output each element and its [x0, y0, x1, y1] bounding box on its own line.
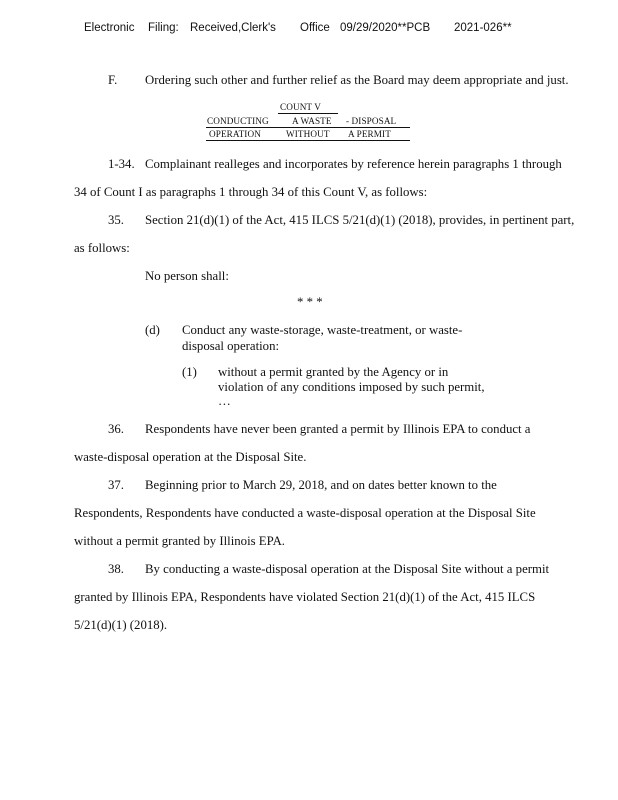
header-case: 2021-026**: [454, 22, 512, 34]
count-heading-rule-2: [206, 127, 410, 128]
para-1-34-number: 1-34.: [108, 157, 135, 171]
para-37-line3: without a permit granted by Illinois EPA.: [74, 534, 286, 548]
para-37-line2: Respondents, Respondents have conducted a waste-disposal operation at the Disposal Site: [74, 506, 536, 520]
header-office: Office: [300, 22, 330, 34]
quote-1-line3: …: [218, 394, 231, 408]
quote-1-line2: violation of any conditions imposed by such permit,: [218, 380, 485, 394]
item-f-text: Ordering such other and further relief as the Board may deem appropriate and just.: [145, 73, 569, 87]
count-heading-disposal: - DISPOSAL: [346, 116, 397, 126]
para-37-number: 37.: [108, 478, 124, 492]
count-heading-without: WITHOUT: [286, 129, 330, 139]
para-1-34-line2: 34 of Count I as paragraphs 1 through 34 of this Count V, as follows:: [74, 185, 428, 199]
quote-1-label: (1): [182, 365, 197, 379]
para-38-line1: By conducting a waste-disposal operation at the Disposal Site without a permit: [145, 562, 550, 576]
count-heading-waste: A WASTE: [292, 116, 332, 126]
para-37-line1: Beginning prior to March 29, 2018, and on dates better known to the: [145, 478, 497, 492]
count-heading-permit: A PERMIT: [348, 129, 391, 139]
header-date: 09/29/2020**PCB: [340, 22, 431, 34]
para-36-line1: Respondents have never been granted a permit by Illinois EPA to conduct a: [145, 422, 531, 436]
count-heading-line1: COUNT V: [280, 102, 321, 112]
para-38-line3: 5/21(d)(1) (2018).: [74, 618, 168, 632]
quote-d-label: (d): [145, 323, 160, 337]
para-35-line1: Section 21(d)(1) of the Act, 415 ILCS 5/21(d)(1) (2018), provides, in pertinent part,: [145, 213, 575, 227]
count-heading-conducting: CONDUCTING: [207, 116, 269, 126]
quote-d-line2: disposal operation:: [182, 339, 280, 353]
para-36-line2: waste-disposal operation at the Disposal Site.: [74, 450, 307, 464]
para-35-line2: as follows:: [74, 241, 130, 255]
quote-stars: * * *: [297, 295, 323, 309]
count-heading-rule-1: [278, 113, 338, 114]
count-heading-rule-3: [206, 140, 410, 141]
quote-d-line1: Conduct any waste-storage, waste-treatment, or waste-: [182, 323, 463, 337]
para-38-line2: granted by Illinois EPA, Respondents have violated Section 21(d)(1) of the Act, 415 ILCS: [74, 590, 536, 604]
header-received: Received,Clerk's: [190, 22, 276, 34]
header-electronic: Electronic: [84, 22, 135, 34]
item-f-letter: F.: [108, 73, 118, 87]
para-38-number: 38.: [108, 562, 124, 576]
quote-1-line1: without a permit granted by the Agency or in: [218, 365, 449, 379]
para-35-number: 35.: [108, 213, 124, 227]
para-1-34-line1: Complainant realleges and incorporates by reference herein paragraphs 1 through: [145, 157, 562, 171]
count-heading-operation: OPERATION: [209, 129, 261, 139]
quote-intro: No person shall:: [145, 269, 229, 283]
para-36-number: 36.: [108, 422, 124, 436]
header-filing: Filing:: [148, 22, 179, 34]
